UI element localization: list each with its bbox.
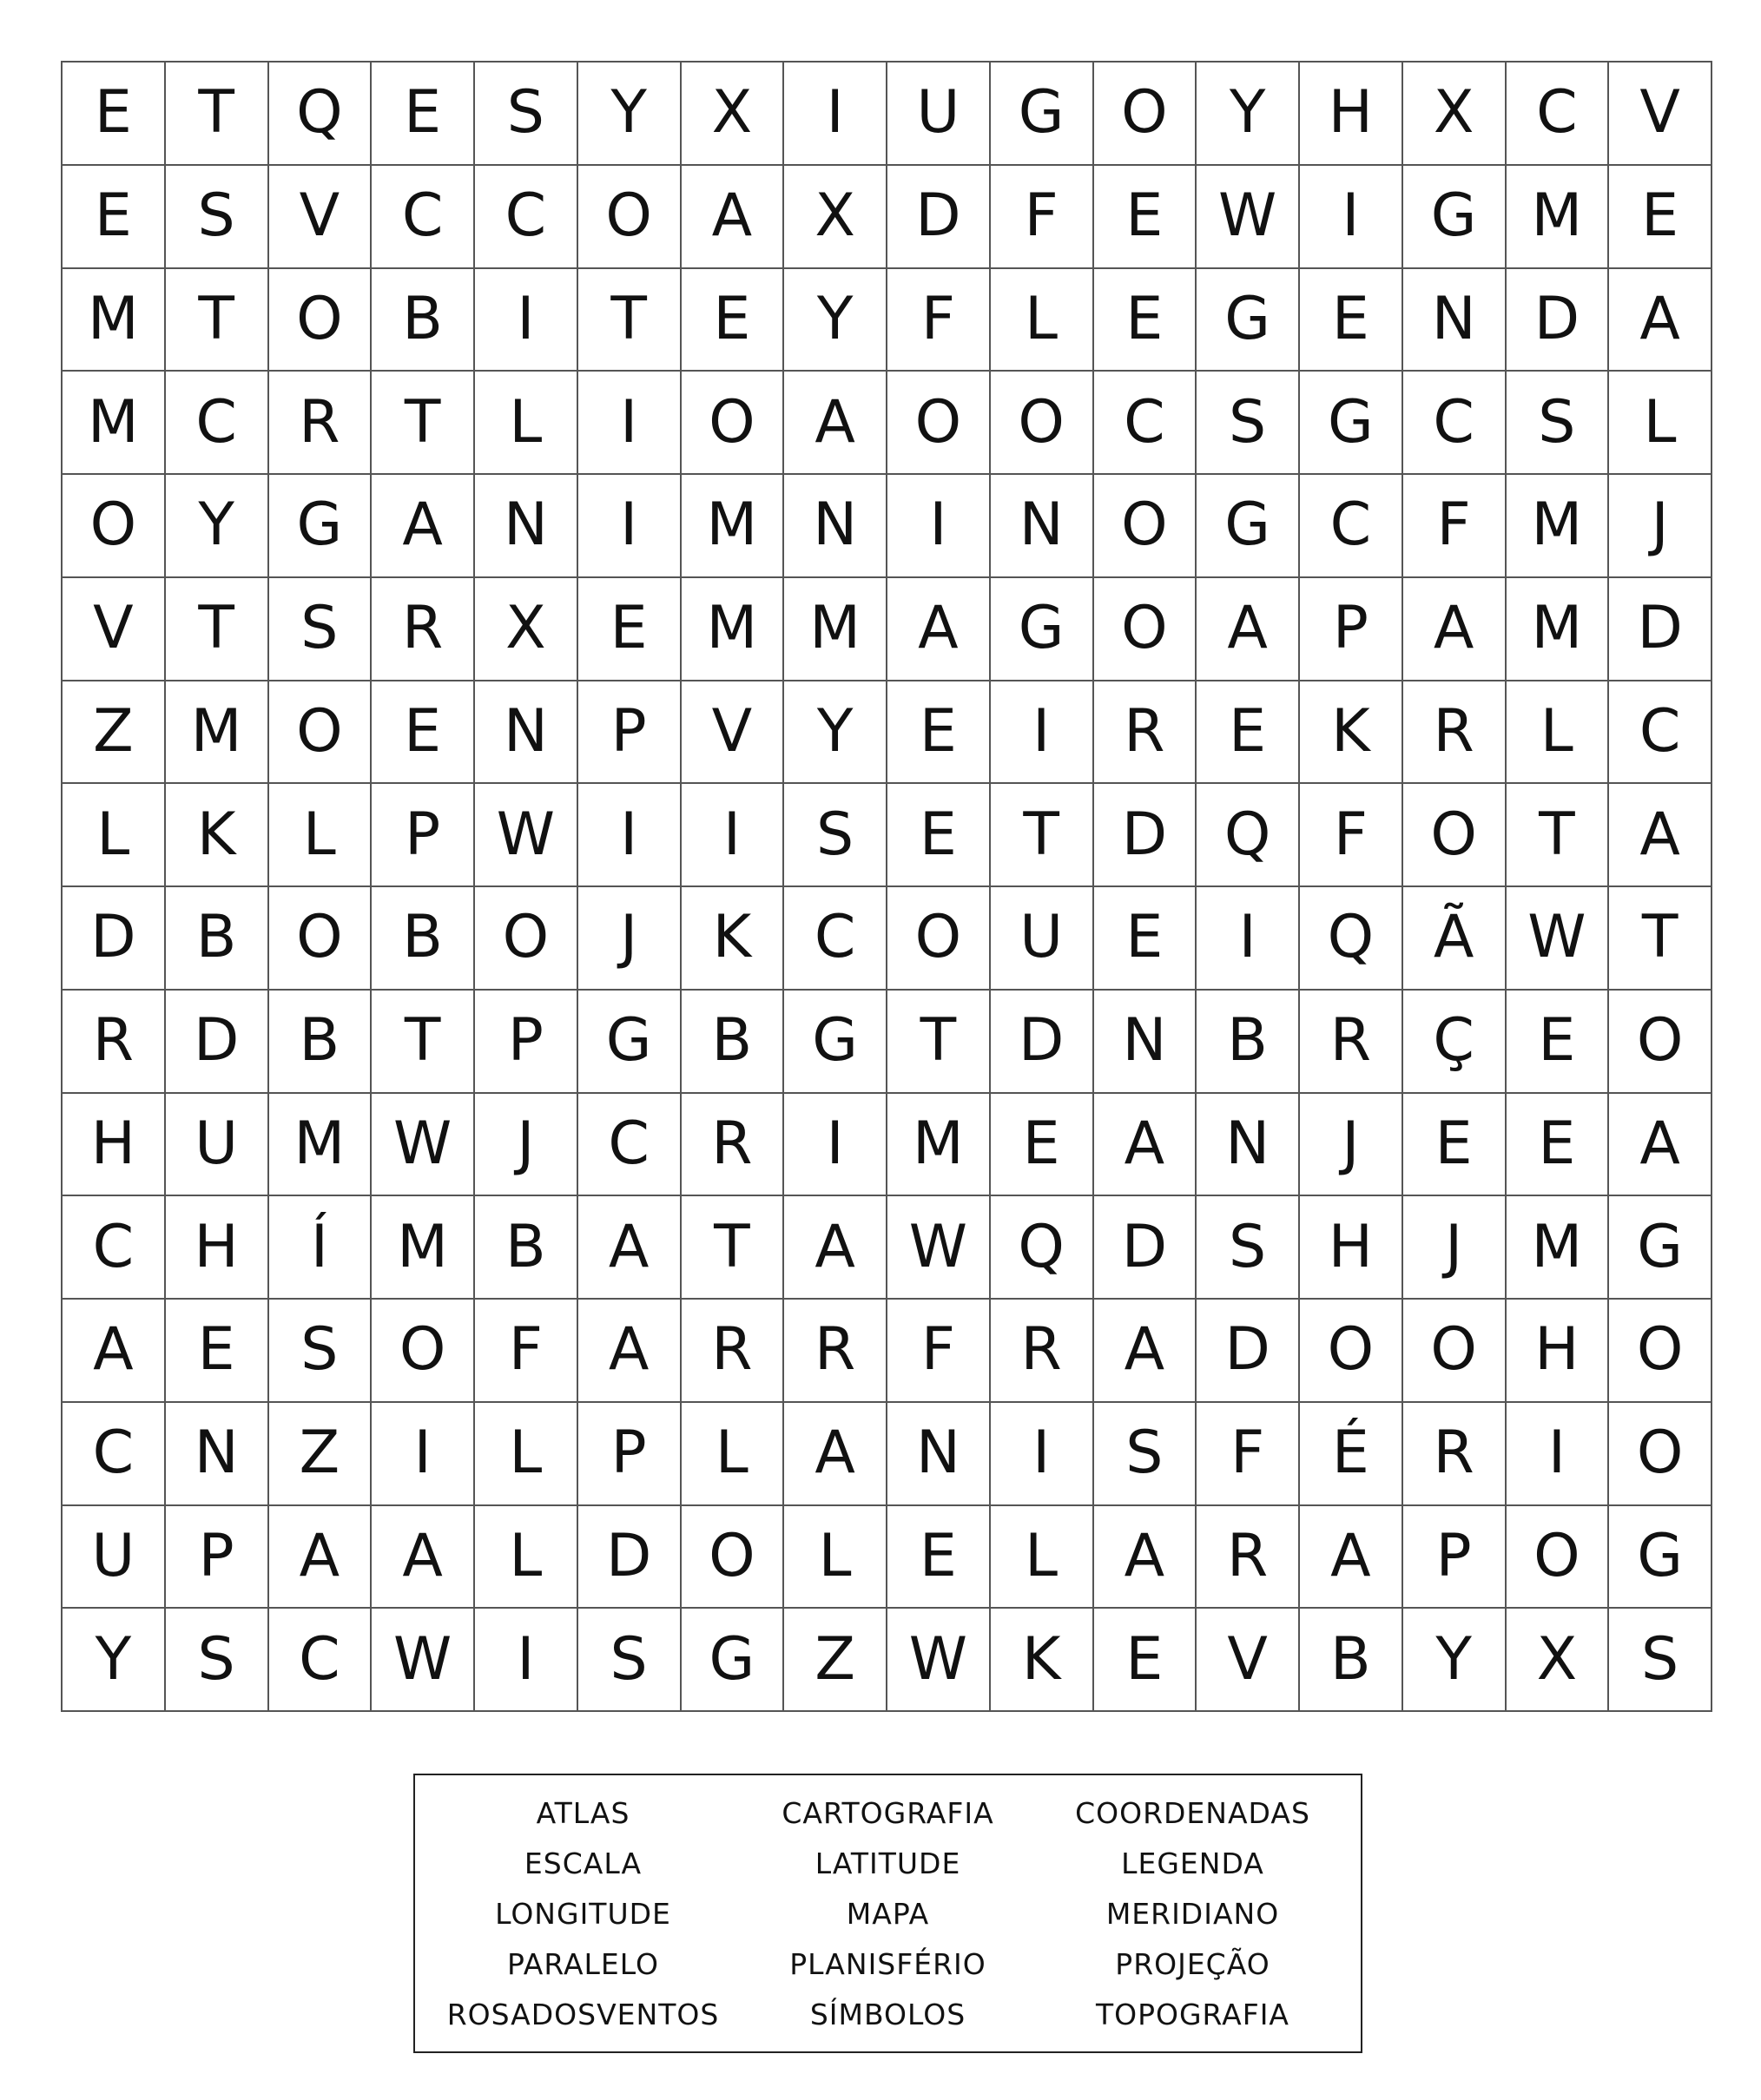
grid-cell[interactable]: Y xyxy=(1197,63,1300,166)
grid-cell[interactable]: O xyxy=(1403,784,1507,887)
grid-cell[interactable]: L xyxy=(991,269,1094,372)
grid-cell[interactable]: Y xyxy=(784,269,887,372)
grid-cell[interactable]: Z xyxy=(269,1403,373,1506)
grid-cell[interactable]: É xyxy=(1300,1403,1403,1506)
grid-cell[interactable]: B xyxy=(475,1196,578,1300)
grid-cell[interactable]: A xyxy=(1094,1506,1197,1610)
grid-cell[interactable]: Y xyxy=(578,63,682,166)
grid-cell[interactable]: F xyxy=(887,1300,991,1403)
grid-cell[interactable]: C xyxy=(784,887,887,991)
grid-cell[interactable]: W xyxy=(1197,166,1300,269)
grid-cell[interactable]: G xyxy=(269,475,373,578)
grid-cell[interactable]: R xyxy=(991,1300,1094,1403)
grid-cell[interactable]: C xyxy=(63,1403,166,1506)
grid-cell[interactable]: C xyxy=(1507,63,1610,166)
grid-cell[interactable]: E xyxy=(887,1506,991,1610)
grid-cell[interactable]: Y xyxy=(63,1609,166,1712)
grid-cell[interactable]: A xyxy=(578,1196,682,1300)
grid-cell[interactable]: T xyxy=(1507,784,1610,887)
grid-cell[interactable]: T xyxy=(166,269,269,372)
grid-cell[interactable]: R xyxy=(784,1300,887,1403)
grid-cell[interactable]: F xyxy=(1197,1403,1300,1506)
word-list-item: PROJEÇÃO xyxy=(1115,1946,1270,1981)
grid-cell[interactable]: U xyxy=(887,63,991,166)
grid-cell[interactable]: C xyxy=(1403,372,1507,475)
grid-cell[interactable]: P xyxy=(1300,578,1403,681)
grid-cell[interactable]: P xyxy=(372,784,475,887)
grid-cell[interactable]: I xyxy=(991,681,1094,785)
grid-cell[interactable]: P xyxy=(475,991,578,1094)
grid-cell[interactable]: K xyxy=(1300,681,1403,785)
grid-cell[interactable]: A xyxy=(1403,578,1507,681)
word-list-item: SÍMBOLOS xyxy=(809,1997,966,2031)
grid-cell[interactable]: V xyxy=(1197,1609,1300,1712)
grid-cell[interactable]: T xyxy=(578,269,682,372)
grid-cell[interactable]: Z xyxy=(784,1609,887,1712)
grid-cell[interactable]: J xyxy=(1403,1196,1507,1300)
word-list-item: ROSADOSVENTOS xyxy=(446,1997,720,2031)
grid-cell[interactable]: W xyxy=(475,784,578,887)
grid-cell[interactable]: Q xyxy=(1197,784,1300,887)
grid-cell[interactable]: D xyxy=(578,1506,682,1610)
grid-cell[interactable]: C xyxy=(269,1609,373,1712)
grid-cell[interactable]: S xyxy=(784,784,887,887)
grid-cell[interactable]: J xyxy=(475,1094,578,1197)
word-list-item: TOPOGRAFIA xyxy=(1095,1997,1290,2031)
grid-cell[interactable]: C xyxy=(372,166,475,269)
grid-cell[interactable]: E xyxy=(372,681,475,785)
grid-cell[interactable]: A xyxy=(372,1506,475,1610)
grid-cell[interactable]: L xyxy=(63,784,166,887)
word-list-item: PLANISFÉRIO xyxy=(789,1946,986,1981)
grid-cell[interactable]: O xyxy=(269,887,373,991)
grid-cell[interactable]: O xyxy=(1403,1300,1507,1403)
grid-cell[interactable]: R xyxy=(1403,681,1507,785)
grid-cell[interactable]: W xyxy=(887,1196,991,1300)
grid-cell[interactable]: E xyxy=(1507,991,1610,1094)
grid-cell[interactable]: Í xyxy=(269,1196,373,1300)
word-list-item: CARTOGRAFIA xyxy=(782,1795,994,1830)
grid-cell[interactable]: D xyxy=(166,991,269,1094)
grid-cell[interactable]: I xyxy=(1507,1403,1610,1506)
grid-cell[interactable]: A xyxy=(578,1300,682,1403)
grid-cell[interactable]: U xyxy=(991,887,1094,991)
word-list-item: ESCALA xyxy=(524,1846,643,1880)
grid-cell[interactable]: M xyxy=(682,578,785,681)
grid-cell[interactable]: Y xyxy=(1403,1609,1507,1712)
grid-cell[interactable]: S xyxy=(166,166,269,269)
grid-cell[interactable]: G xyxy=(784,991,887,1094)
grid-cell[interactable]: L xyxy=(269,784,373,887)
grid-cell[interactable]: D xyxy=(1094,1196,1197,1300)
grid-cell[interactable]: C xyxy=(578,1094,682,1197)
grid-cell[interactable]: L xyxy=(784,1506,887,1610)
grid-cell[interactable]: O xyxy=(269,269,373,372)
grid-cell[interactable]: S xyxy=(1197,372,1300,475)
grid-cell[interactable]: J xyxy=(1300,1094,1403,1197)
grid-cell[interactable]: E xyxy=(887,784,991,887)
grid-cell[interactable]: I xyxy=(784,63,887,166)
grid-cell[interactable]: E xyxy=(1094,1609,1197,1712)
grid-cell[interactable]: M xyxy=(1507,166,1610,269)
grid-cell[interactable]: L xyxy=(475,1506,578,1610)
grid-cell[interactable]: O xyxy=(63,475,166,578)
grid-cell[interactable]: A xyxy=(372,475,475,578)
word-list-item: MERIDIANO xyxy=(1105,1896,1280,1931)
grid-cell[interactable]: R xyxy=(682,1300,785,1403)
grid-cell[interactable]: B xyxy=(1300,1609,1403,1712)
grid-cell[interactable]: E xyxy=(887,681,991,785)
grid-cell[interactable]: I xyxy=(578,784,682,887)
grid-cell[interactable]: M xyxy=(887,1094,991,1197)
grid-cell[interactable]: X xyxy=(682,63,785,166)
grid-cell[interactable]: R xyxy=(1197,1506,1300,1610)
grid-cell[interactable]: S xyxy=(1094,1403,1197,1506)
grid-cell[interactable]: O xyxy=(269,681,373,785)
grid-cell[interactable]: S xyxy=(578,1609,682,1712)
grid-cell[interactable]: R xyxy=(1403,1403,1507,1506)
grid-cell[interactable]: N xyxy=(1094,991,1197,1094)
grid-cell[interactable]: O xyxy=(682,1506,785,1610)
grid-cell[interactable]: W xyxy=(372,1609,475,1712)
grid-cell[interactable]: T xyxy=(991,784,1094,887)
grid-cell[interactable]: A xyxy=(1094,1300,1197,1403)
grid-cell[interactable]: J xyxy=(578,887,682,991)
grid-cell[interactable]: E xyxy=(1300,269,1403,372)
grid-cell[interactable]: N xyxy=(887,1403,991,1506)
grid-cell[interactable]: X xyxy=(1507,1609,1610,1712)
grid-cell[interactable]: A xyxy=(269,1506,373,1610)
grid-cell[interactable]: L xyxy=(475,372,578,475)
grid-cell[interactable]: A xyxy=(887,578,991,681)
grid-cell[interactable]: M xyxy=(63,372,166,475)
grid-cell[interactable]: A xyxy=(682,166,785,269)
grid-cell[interactable]: L xyxy=(1609,372,1712,475)
grid-cell[interactable]: M xyxy=(1507,1196,1610,1300)
grid-cell[interactable]: E xyxy=(991,1094,1094,1197)
grid-cell[interactable]: N xyxy=(784,475,887,578)
word-list-item: LONGITUDE xyxy=(495,1896,671,1931)
grid-cell[interactable]: T xyxy=(372,372,475,475)
word-list-item: ATLAS xyxy=(536,1795,630,1830)
grid-cell[interactable]: T xyxy=(372,991,475,1094)
grid-cell[interactable]: K xyxy=(682,887,785,991)
grid-cell[interactable]: G xyxy=(1403,166,1507,269)
grid-cell[interactable]: T xyxy=(1609,887,1712,991)
grid-cell[interactable]: X xyxy=(1403,63,1507,166)
grid-cell[interactable]: A xyxy=(1609,784,1712,887)
grid-cell[interactable]: M xyxy=(166,681,269,785)
grid-cell[interactable]: N xyxy=(991,475,1094,578)
grid-cell[interactable]: G xyxy=(578,991,682,1094)
grid-cell[interactable]: N xyxy=(475,681,578,785)
grid-cell[interactable]: E xyxy=(1197,681,1300,785)
word-list-item: LATITUDE xyxy=(815,1846,961,1880)
word-search-grid xyxy=(61,61,1712,1712)
grid-cell[interactable]: Ã xyxy=(1403,887,1507,991)
grid-cell[interactable]: O xyxy=(1609,1403,1712,1506)
grid-cell[interactable]: L xyxy=(682,1403,785,1506)
grid-cell[interactable]: J xyxy=(1609,475,1712,578)
grid-cell[interactable]: E xyxy=(1609,166,1712,269)
grid-cell[interactable]: G xyxy=(1197,269,1300,372)
grid-cell[interactable]: A xyxy=(1609,1094,1712,1197)
grid-cell[interactable]: O xyxy=(682,372,785,475)
grid-cell[interactable]: A xyxy=(1609,269,1712,372)
grid-cell[interactable]: O xyxy=(991,372,1094,475)
grid-cell[interactable]: F xyxy=(1403,475,1507,578)
grid-cell[interactable]: G xyxy=(991,63,1094,166)
grid-cell[interactable]: H xyxy=(1507,1300,1610,1403)
grid-cell[interactable]: R xyxy=(1300,991,1403,1094)
grid-cell[interactable]: B xyxy=(1197,991,1300,1094)
grid-cell[interactable]: O xyxy=(1507,1506,1610,1610)
grid-cell[interactable]: P xyxy=(578,681,682,785)
grid-cell[interactable]: F xyxy=(991,166,1094,269)
grid-cell[interactable]: E xyxy=(63,166,166,269)
word-list-item: LEGENDA xyxy=(1121,1846,1264,1880)
grid-cell[interactable]: F xyxy=(887,269,991,372)
grid-cell[interactable]: X xyxy=(475,578,578,681)
grid-cell[interactable]: I xyxy=(372,1403,475,1506)
grid-cell[interactable]: I xyxy=(991,1403,1094,1506)
grid-cell[interactable]: D xyxy=(991,991,1094,1094)
grid-cell[interactable]: O xyxy=(1094,63,1197,166)
word-list-item: MAPA xyxy=(846,1896,930,1931)
grid-cell[interactable]: D xyxy=(63,887,166,991)
grid-cell[interactable]: B xyxy=(372,887,475,991)
grid-cell[interactable]: B xyxy=(269,991,373,1094)
grid-cell[interactable]: R xyxy=(372,578,475,681)
grid-cell[interactable]: M xyxy=(1507,475,1610,578)
grid-cell[interactable]: E xyxy=(1403,1094,1507,1197)
grid-cell[interactable]: T xyxy=(682,1196,785,1300)
grid-cell[interactable]: O xyxy=(1094,578,1197,681)
grid-cell[interactable]: G xyxy=(991,578,1094,681)
grid-cell[interactable]: G xyxy=(682,1609,785,1712)
grid-cell[interactable]: N xyxy=(475,475,578,578)
grid-cell[interactable]: S xyxy=(1507,372,1610,475)
grid-cell[interactable]: B xyxy=(682,991,785,1094)
grid-cell[interactable]: A xyxy=(784,1196,887,1300)
grid-cell[interactable]: S xyxy=(269,1300,373,1403)
grid-cell[interactable]: O xyxy=(475,887,578,991)
grid-cell[interactable]: E xyxy=(1094,166,1197,269)
grid-cell[interactable]: P xyxy=(166,1506,269,1610)
grid-cell[interactable]: F xyxy=(1300,784,1403,887)
grid-cell[interactable]: M xyxy=(269,1094,373,1197)
grid-cell[interactable]: L xyxy=(991,1506,1094,1610)
grid-cell[interactable]: A xyxy=(63,1300,166,1403)
grid-cell[interactable]: W xyxy=(887,1609,991,1712)
grid-cell[interactable]: H xyxy=(1300,63,1403,166)
grid-cell[interactable]: K xyxy=(166,784,269,887)
grid-cell[interactable]: U xyxy=(166,1094,269,1197)
grid-cell[interactable]: K xyxy=(991,1609,1094,1712)
grid-cell[interactable]: N xyxy=(1197,1094,1300,1197)
grid-cell[interactable]: S xyxy=(166,1609,269,1712)
grid-cell[interactable]: P xyxy=(578,1403,682,1506)
grid-cell[interactable]: R xyxy=(63,991,166,1094)
grid-cell[interactable]: E xyxy=(166,1300,269,1403)
grid-cell[interactable]: E xyxy=(578,578,682,681)
grid-cell[interactable]: Z xyxy=(63,681,166,785)
grid-cell[interactable]: B xyxy=(372,269,475,372)
grid-cell[interactable]: D xyxy=(1094,784,1197,887)
grid-cell[interactable]: A xyxy=(1300,1506,1403,1610)
grid-cell[interactable]: I xyxy=(475,1609,578,1712)
grid-cell[interactable]: C xyxy=(1609,681,1712,785)
grid-cell[interactable]: M xyxy=(1507,578,1610,681)
grid-cell[interactable]: I xyxy=(578,372,682,475)
grid-cell[interactable]: E xyxy=(63,63,166,166)
grid-cell[interactable]: E xyxy=(1507,1094,1610,1197)
word-list-item: COORDENADAS xyxy=(1075,1795,1310,1830)
grid-cell[interactable]: I xyxy=(475,269,578,372)
grid-cell[interactable]: N xyxy=(166,1403,269,1506)
grid-cell[interactable]: M xyxy=(63,269,166,372)
grid-cell[interactable]: H xyxy=(1300,1196,1403,1300)
grid-cell[interactable]: E xyxy=(372,63,475,166)
word-list xyxy=(413,1774,1362,2053)
grid-cell[interactable]: Ç xyxy=(1403,991,1507,1094)
grid-cell[interactable]: E xyxy=(1094,269,1197,372)
grid-cell[interactable]: O xyxy=(372,1300,475,1403)
grid-cell[interactable]: I xyxy=(1300,166,1403,269)
grid-cell[interactable]: A xyxy=(1197,578,1300,681)
grid-cell[interactable]: I xyxy=(887,475,991,578)
grid-cell[interactable]: A xyxy=(784,372,887,475)
grid-cell[interactable]: R xyxy=(682,1094,785,1197)
grid-cell[interactable]: E xyxy=(1094,887,1197,991)
grid-cell[interactable]: A xyxy=(1094,1094,1197,1197)
grid-cell[interactable]: G xyxy=(1609,1196,1712,1300)
grid-cell[interactable]: G xyxy=(1197,475,1300,578)
grid-cell[interactable]: E xyxy=(682,269,785,372)
grid-cell[interactable]: H xyxy=(63,1094,166,1197)
grid-cell[interactable]: S xyxy=(1197,1196,1300,1300)
grid-cell[interactable]: A xyxy=(784,1403,887,1506)
word-list-item: PARALELO xyxy=(507,1946,659,1981)
grid-cell[interactable]: D xyxy=(1609,578,1712,681)
grid-cell[interactable]: Q xyxy=(1300,887,1403,991)
grid-cell[interactable]: R xyxy=(1094,681,1197,785)
grid-cell[interactable]: V xyxy=(63,578,166,681)
grid-cell[interactable]: I xyxy=(682,784,785,887)
grid-cell[interactable]: C xyxy=(63,1196,166,1300)
grid-cell[interactable]: T xyxy=(166,578,269,681)
grid-cell[interactable]: C xyxy=(1094,372,1197,475)
grid-cell[interactable]: V xyxy=(682,681,785,785)
grid-cell[interactable]: D xyxy=(887,166,991,269)
grid-cell[interactable]: M xyxy=(372,1196,475,1300)
grid-cell[interactable]: L xyxy=(1507,681,1610,785)
grid-cell[interactable]: O xyxy=(1300,1300,1403,1403)
grid-cell[interactable]: L xyxy=(475,1403,578,1506)
grid-cell[interactable]: W xyxy=(1507,887,1610,991)
grid-cell[interactable]: G xyxy=(1300,372,1403,475)
grid-cell[interactable]: S xyxy=(475,63,578,166)
grid-cell[interactable]: C xyxy=(475,166,578,269)
grid-cell[interactable]: O xyxy=(1094,475,1197,578)
grid-cell[interactable]: P xyxy=(1403,1506,1507,1610)
grid-cell[interactable]: V xyxy=(269,166,373,269)
grid-cell[interactable]: U xyxy=(63,1506,166,1610)
grid-cell[interactable]: C xyxy=(1300,475,1403,578)
grid-cell[interactable]: I xyxy=(784,1094,887,1197)
grid-cell[interactable]: O xyxy=(887,887,991,991)
grid-cell[interactable]: R xyxy=(269,372,373,475)
grid-cell[interactable]: O xyxy=(1609,1300,1712,1403)
grid-cell[interactable]: Q xyxy=(269,63,373,166)
grid-cell[interactable]: G xyxy=(1609,1506,1712,1610)
grid-cell[interactable]: S xyxy=(269,578,373,681)
grid-cell[interactable]: M xyxy=(784,578,887,681)
grid-cell[interactable]: Q xyxy=(991,1196,1094,1300)
grid-cell[interactable]: Y xyxy=(784,681,887,785)
grid-cell[interactable]: D xyxy=(1507,269,1610,372)
grid-cell[interactable]: M xyxy=(682,475,785,578)
grid-cell[interactable]: V xyxy=(1609,63,1712,166)
grid-cell[interactable]: I xyxy=(1197,887,1300,991)
grid-cell[interactable]: I xyxy=(578,475,682,578)
grid-cell[interactable]: H xyxy=(166,1196,269,1300)
grid-cell[interactable]: O xyxy=(578,166,682,269)
grid-cell[interactable]: D xyxy=(1197,1300,1300,1403)
grid-cell[interactable]: W xyxy=(372,1094,475,1197)
grid-cell[interactable]: N xyxy=(1403,269,1507,372)
grid-cell[interactable]: B xyxy=(166,887,269,991)
grid-cell[interactable]: T xyxy=(166,63,269,166)
grid-cell[interactable]: C xyxy=(166,372,269,475)
grid-cell[interactable]: O xyxy=(1609,991,1712,1094)
grid-cell[interactable]: X xyxy=(784,166,887,269)
grid-cell[interactable]: F xyxy=(475,1300,578,1403)
grid-cell[interactable]: O xyxy=(887,372,991,475)
grid-cell[interactable]: S xyxy=(1609,1609,1712,1712)
grid-cell[interactable]: Y xyxy=(166,475,269,578)
grid-cell[interactable]: T xyxy=(887,991,991,1094)
